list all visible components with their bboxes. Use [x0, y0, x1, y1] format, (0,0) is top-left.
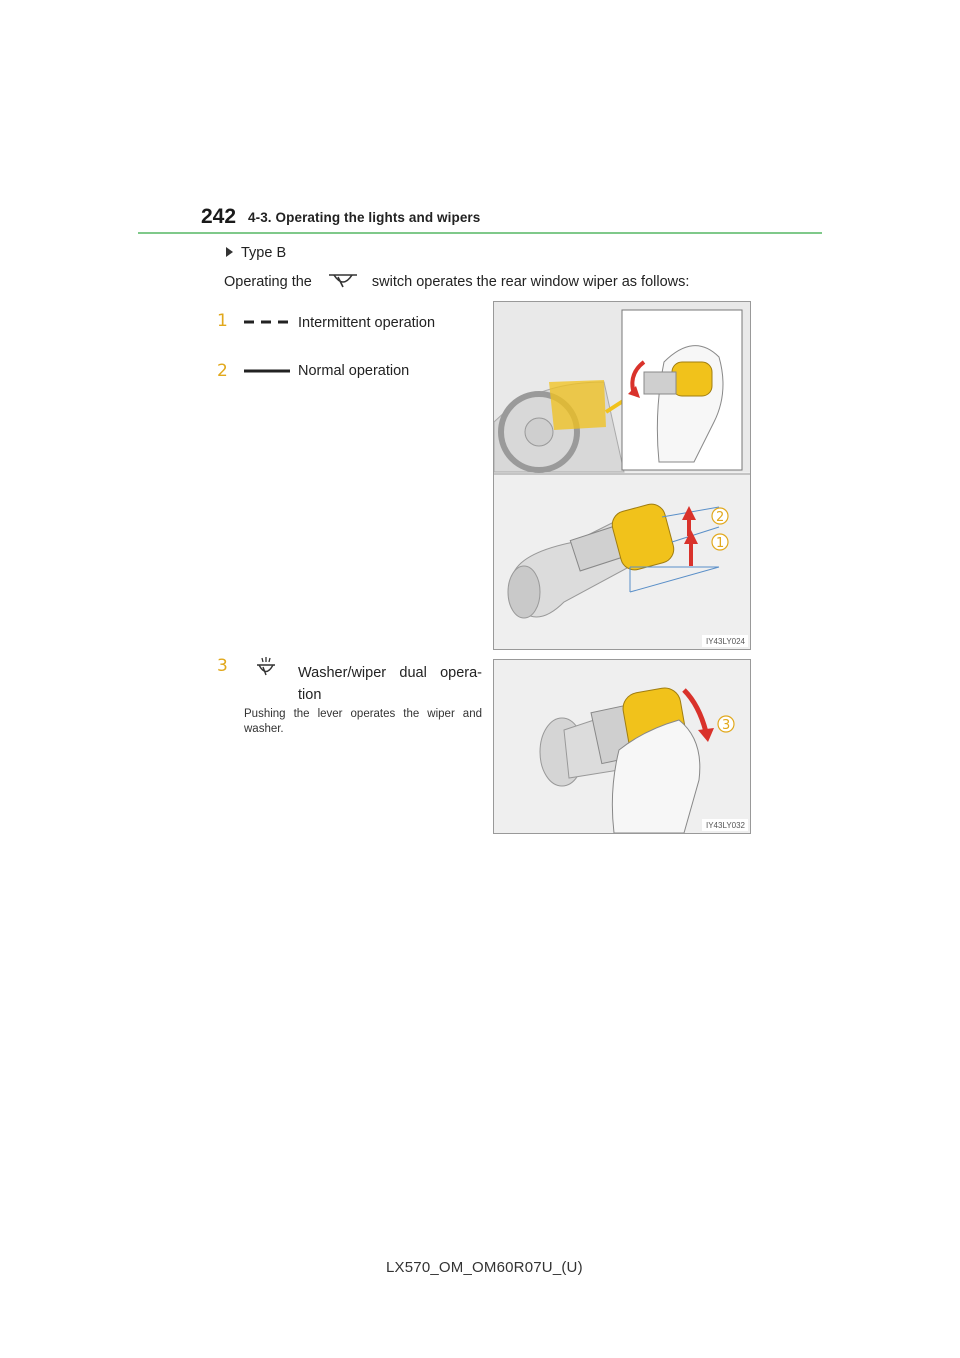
intro-before-icon: Operating the	[224, 274, 312, 290]
page-number: 242	[201, 205, 237, 228]
figure-code-top: IY43LY024	[706, 637, 745, 646]
intro-after-icon: switch operates the rear window wiper as follows:	[371, 274, 690, 290]
washer-illustration	[494, 660, 750, 833]
lever-illustration	[494, 302, 750, 649]
item-label-3: Washer/wiper dual opera-tion	[298, 665, 482, 703]
figure-washer-diagram	[493, 659, 751, 834]
callout-label-2: 2	[716, 510, 725, 525]
solid-line-icon	[244, 368, 290, 374]
type-label	[226, 245, 286, 261]
footer-code: LX570_OM_OM60R07U_(U)	[386, 1259, 583, 1276]
section-title: 4-3. Operating the lights and wipers	[248, 210, 481, 225]
type-label-text: Type B	[241, 245, 287, 261]
item-number-3: 3	[217, 656, 228, 676]
figure-code-bottom: IY43LY032	[706, 821, 745, 830]
rear-wiper-icon	[326, 272, 360, 290]
intro-sentence	[224, 272, 689, 290]
figure-lever-diagram	[493, 301, 751, 650]
item-description-3: Pushing the lever operates the wiper and washer.	[244, 708, 482, 735]
item-label-1: Intermittent operation	[298, 315, 436, 331]
callout-label-1: 1	[716, 536, 725, 551]
item-number-2: 2	[217, 361, 228, 381]
washer-wiper-icon	[255, 656, 277, 678]
triangle-bullet-icon	[226, 247, 233, 257]
item-number-1: 1	[217, 311, 228, 331]
item-label-2: Normal operation	[298, 363, 410, 379]
dashed-line-icon	[244, 319, 290, 325]
header-rule	[138, 232, 822, 234]
callout-label-3: 3	[722, 718, 731, 733]
